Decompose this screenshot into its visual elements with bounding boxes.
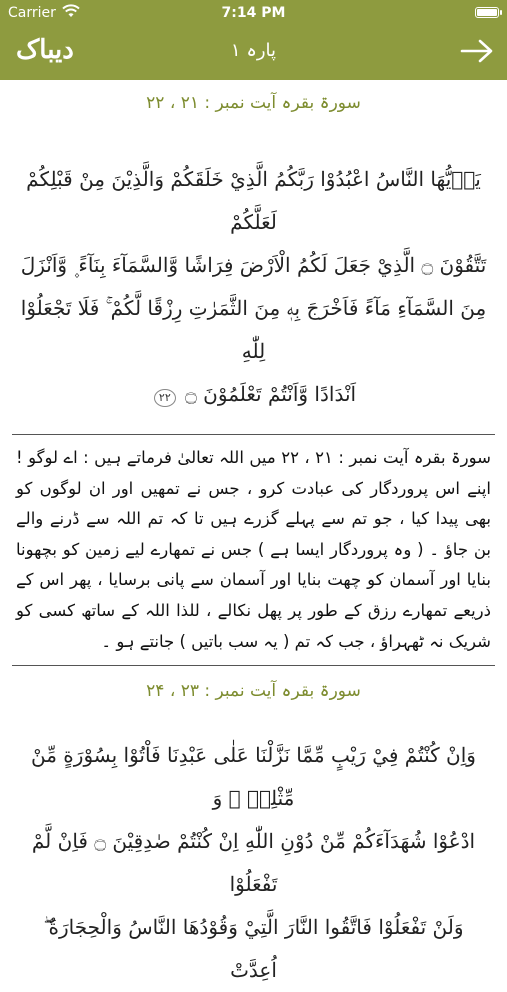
navigation-bar: [0, 26, 507, 80]
arabic-verse-line: مِنَ السَّمَآءِ مَآءً فَاَخْرَجَ بِهٖ مِنَ الثَّمَرٰتِ رِزْقًا لَّكُمْ ۚ فَلَا تَجْعَلُوْا لِلّٰهِ: [20, 296, 487, 363]
translation-text: سورۃ بقرہ آیت نمبر : ۲۱ ، ۲۲ میں اللہ تعالیٰ فرماتے ہیں : اے لوگو ! اپنے اس پروردگار کی عبادت کرو ، جس نے تمھیں اور ان لوگوں کو بھی پیدا کیا ، جو تم سے پہلے گزرے ہیں تا کہ تم اللہ سے ڈرنے والے بن جاؤ ۔ ( وہ پروردگار ایسا ہے ) جس نے تمھارے لیے زمین کو بچھونا بنایا اور آسمان کو چھت بنایا اور آسمان سے پانی برسایا ، پھر اس کے ذریعے تمھارے رزق کے طور پر پھل نکالے ، للذا اللہ کے ساتھ کسی کو شریک نہ ٹھہراؤ ، جب کہ تم ( یہ سب باتیں ) جانتے ہو ۔: [16, 448, 491, 651]
arabic-verse-line: يَاۤيُّهَا النَّاسُ اعْبُدُوْا رَبَّكُمُ الَّذِيْ خَلَقَكُمْ وَالَّذِيْنَ مِنْ قَبْلِكُمْ لَعَلَّكُمْ: [26, 167, 481, 234]
arabic-verse-line: [0, 820, 507, 906]
arabic-verse-line: [0, 244, 507, 287]
status-bar: [0, 0, 507, 26]
arrow-right-icon[interactable]: [459, 36, 495, 66]
status-time: 7:14 PM: [221, 5, 286, 21]
arabic-verse-block: [0, 718, 507, 992]
arabic-verse-text: ادْعُوْا شُهَدَآءَكُمْ مِّنْ دُوْنِ اللّٰهِ اِنْ كُنْتُمْ صٰدِقِيْنَ ۝ فَاِنْ لَّمْ تَفْعَلُوْا: [31, 829, 476, 897]
app-logo: دیباک: [16, 35, 74, 65]
section-header: سورۃ بقرہ آیت نمبر : ۲۱ ، ۲۲: [146, 93, 361, 113]
arabic-verse-line: وَاِنْ كُنْتُمْ فِيْ رَيْبٍ مِّمَّا نَزَّلْنَا عَلٰى عَبْدِنَا فَاْتُوْا بِسُوْرَةٍ مِّنْ مِّثْلِهٖ ۠ وَ: [31, 743, 476, 811]
page-title: پارہ ۱: [230, 40, 277, 61]
arabic-verse-block: [0, 130, 507, 416]
arabic-verse-text: اَنْدَادًا وَّاَنْتُمْ تَعْلَمُوْنَ ۝: [185, 382, 357, 406]
section-header: سورۃ بقرہ آیت نمبر : ۲۳ ، ۲۴: [146, 681, 361, 702]
arabic-verse-text: تَتَّقُوْنَ ۝ الَّذِيْ جَعَلَ لَكُمُ الْاَرْضَ فِرَاشًا وَّالسَّمَآءَ بِنَآءً ۪ وَّاَنْزَلَ: [20, 253, 487, 277]
verse-number-marker: ۲۲: [154, 389, 176, 407]
arabic-verse-line: وَلَنْ تَفْعَلُوْا فَاتَّقُوا النَّارَ الَّتِيْ وَقُوْدُهَا النَّاسُ وَالْحِجَارَةُ ۖ اُعِدَّتْ: [43, 915, 464, 983]
carrier-label: Carrier: [8, 5, 56, 21]
arabic-verse-line: [0, 373, 507, 416]
battery-icon: [475, 7, 499, 18]
content-scroll-area[interactable]: [0, 80, 507, 983]
